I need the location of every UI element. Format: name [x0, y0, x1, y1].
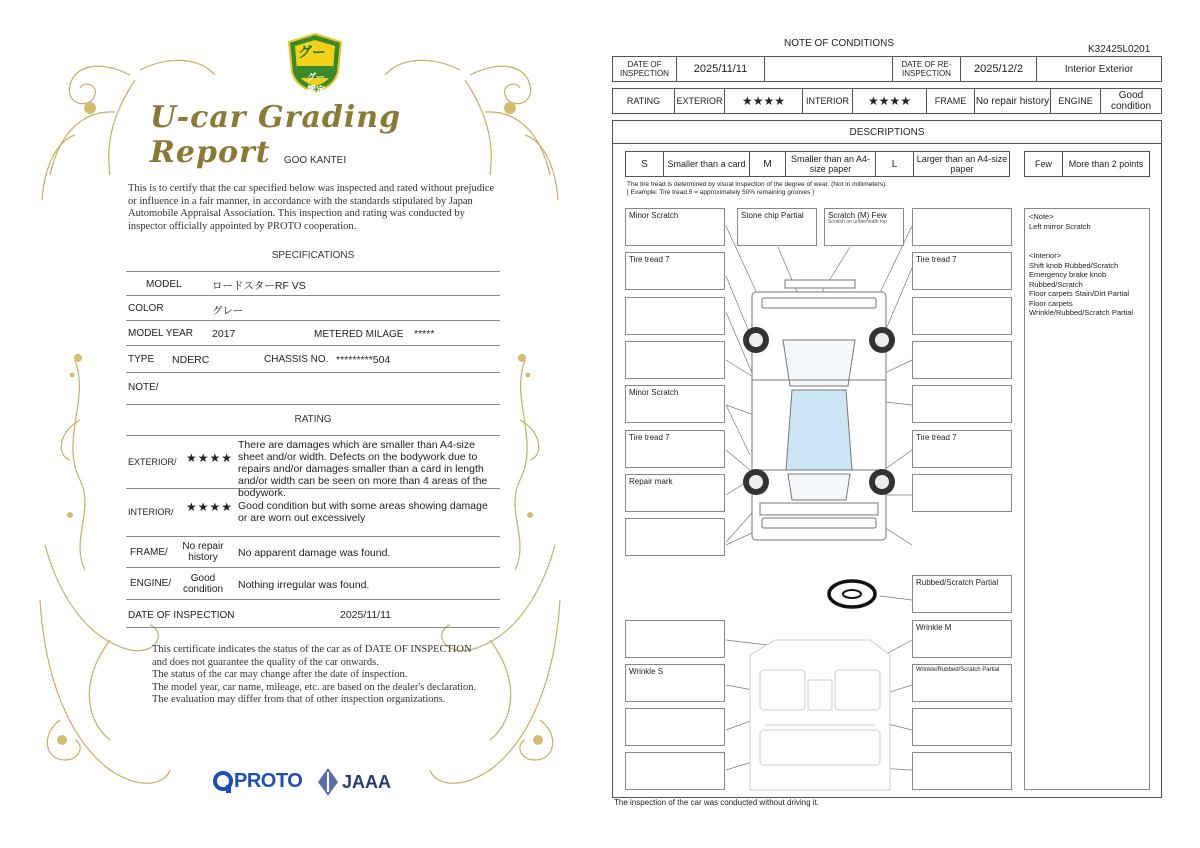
interior-desc: Good condition but with some areas showing damage or are worn out excessively [238, 500, 488, 524]
note-empty [625, 518, 725, 556]
conditions-footer: The inspection of the car was conducted without driving it. [614, 798, 819, 807]
note-empty [912, 341, 1012, 379]
interior-label: INTERIOR/ [128, 507, 174, 517]
year-label: MODEL YEAR [128, 328, 194, 339]
note-minor-scratch-2: Minor Scratch [625, 385, 725, 423]
legend-l: L [876, 152, 914, 176]
proto-logo-icon [212, 770, 234, 794]
color-value: グレー [212, 305, 244, 317]
steering-wheel-icon [829, 581, 875, 607]
frame-label: FRAME/ [130, 547, 168, 558]
document-id: K32425L0201 [1088, 44, 1151, 55]
legend-m-desc: Smaller than an A4-size paper [786, 152, 876, 176]
note-tire-front-left: Tire tread 7 [625, 252, 725, 290]
report-subtitle: GOO KANTEI [283, 155, 347, 166]
exterior-stars: ★★★★ [186, 451, 234, 465]
spec-row-note [126, 373, 500, 405]
disclaimer-line: This certificate indicates the status of the car as of DATE OF INSPECTION and does not guarantee the quality of the car onwards. [152, 644, 472, 668]
engine-label: ENGINE/ [130, 578, 172, 589]
note-steering: Rubbed/Scratch Partial [912, 575, 1012, 613]
side-note-heading: <Note> [1029, 212, 1054, 221]
note-empty [625, 708, 725, 746]
proto-logo: PROTO [234, 770, 303, 792]
note-of-conditions-page [600, 0, 1200, 848]
exterior-label: EXTERIOR/ [128, 457, 177, 467]
descriptions-heading: DESCRIPTIONS [613, 121, 1161, 144]
conditions-title: NOTE OF CONDITIONS [784, 38, 894, 49]
rating-label: RATING [613, 89, 675, 113]
date-of-inspection-label: DATE OF INSPECTION [613, 57, 677, 81]
tire-note-line: The tire tread is determined by visual inspection of the degree of wear. (Not in millimeters). [627, 181, 888, 188]
note-empty [912, 208, 1012, 246]
re-inspection-label: DATE OF RE-INSPECTION [893, 57, 961, 81]
legend-few-desc: More than 2 points [1068, 159, 1144, 169]
engine-value: Good condition [1110, 90, 1152, 112]
spec-row-type [126, 346, 500, 373]
tire-note-line: [ Example: Tire tread 5 = approximately 50% remaining grooves ] [627, 189, 814, 196]
side-interior-line: Floor carpets Stain/Dirt Partial [1029, 289, 1130, 298]
frame-desc: No apparent damage was found. [238, 547, 391, 559]
chassis-label: CHASSIS NO. [264, 354, 329, 365]
engine-desc: Nothing irregular was found. [238, 579, 370, 591]
report-title: U-car Grading Report [150, 100, 402, 170]
spec-row-color [126, 296, 500, 321]
mileage-label: METERED MILAGE [314, 329, 404, 340]
date-label: DATE OF INSPECTION [128, 610, 235, 621]
model-label: MODEL [146, 279, 182, 290]
chassis-value: *********504 [336, 354, 391, 366]
frame-label: FRAME [927, 89, 975, 113]
disclaimer-line: The status of the car may change after the date of inspection. [152, 669, 408, 680]
specifications-heading: SPECIFICATIONS [271, 250, 355, 261]
note-empty [912, 385, 1012, 423]
re-inspection-value: 2025/12/2 [961, 57, 1037, 81]
jaaa-logo-icon [318, 768, 338, 796]
car-body-outline [752, 280, 886, 540]
frame-value: No repair history [975, 89, 1051, 113]
note-scratch-m-text: Scratch (M) Few [828, 211, 887, 220]
note-scratch-m [824, 208, 904, 246]
inspection-scope: Interior Exterior [1064, 63, 1134, 75]
type-value: NDERC [172, 354, 210, 366]
interior-stars: ★★★★ [853, 89, 927, 113]
rating-row-date [126, 600, 500, 628]
note-tire-rear-left: Tire tread 7 [625, 430, 725, 468]
disclaimer [152, 644, 482, 707]
spec-row-model [126, 271, 500, 296]
exterior-stars: ★★★★ [725, 89, 803, 113]
side-interior-line: Shift knob Rubbed/Scratch [1029, 260, 1119, 270]
jaaa-logo: JAAA [342, 772, 392, 792]
color-label: COLOR [128, 303, 164, 314]
legend-m: M [750, 152, 786, 176]
note-empty [912, 297, 1012, 335]
engine-label: ENGINE [1051, 89, 1101, 113]
type-label: TYPE [128, 354, 155, 365]
note-empty [912, 708, 1012, 746]
certificate-text: This is to certify that the car specified below was inspected and rated without prejudice or influence in a fair manner, in accordance with the standards stipulated by Japan Automobile Appraisal Association. This inspection and rating was conducted by inspector officially appointed by PROTO cooperation. [128, 183, 495, 232]
note-label: NOTE/ [128, 382, 159, 393]
exterior-label: EXTERIOR [675, 89, 725, 113]
note-scratch-m-sub: Scratch on underneath top [828, 219, 887, 225]
spec-row-year [126, 321, 500, 346]
legend-s: S [626, 152, 664, 176]
exterior-desc: There are damages which are smaller than A4-size sheet and/or width. Defects on the bodywork due to repairs and/or damages smaller than a card in length and/or width can be seen on more than 4 areas of the bodywork. [238, 439, 488, 499]
interior-stars: ★★★★ [186, 500, 234, 514]
rating-row-frame [126, 537, 500, 568]
note-empty [625, 297, 725, 335]
rating-row-engine [126, 568, 500, 600]
interior-label: INTERIOR [803, 89, 853, 113]
note-wrinkle-s: Wrinkle S [625, 664, 725, 702]
note-tire-rear-right: Tire tread 7 [912, 430, 1012, 468]
note-tire-front-right: Tire tread 7 [912, 252, 1012, 290]
legend-l-desc: Larger than an A4-size paper [916, 154, 1008, 174]
side-interior-line: Emergency brake knob Rubbed/Scratch [1029, 270, 1107, 289]
note-minor-scratch: Minor Scratch [625, 208, 725, 246]
note-empty [625, 620, 725, 658]
note-empty [625, 752, 725, 790]
rating-row-interior [126, 489, 500, 537]
rating-row-exterior [126, 435, 500, 499]
side-interior-heading: <Interior> [1029, 251, 1062, 260]
date-of-inspection-value: 2025/11/11 [677, 57, 765, 81]
side-note-text: Left mirror Scratch [1029, 221, 1091, 231]
disclaimer-line: The evaluation may differ from that of other inspection organizations. [152, 694, 446, 705]
year-value: 2017 [212, 328, 236, 340]
note-empty [912, 752, 1012, 790]
frame-value: No repair history [182, 541, 224, 563]
date-value: 2025/11/11 [340, 609, 391, 621]
car-interior-diagram [750, 640, 890, 790]
disclaimer-line: The model year, car name, mileage, etc. are based on the dealer's declaration. [152, 681, 477, 693]
note-stone-chip: Stone chip Partial [737, 208, 817, 246]
mileage-value: ***** [414, 328, 435, 340]
note-repair-mark: Repair mark [625, 474, 725, 512]
legend-few: Few [1025, 152, 1063, 176]
model-value: ロードスターRF VS [212, 280, 306, 292]
legend-s-desc: Smaller than a card [664, 152, 750, 176]
note-empty [625, 341, 725, 379]
engine-value: Good condition [182, 573, 224, 595]
note-empty [912, 474, 1012, 512]
rating-heading: RATING [294, 414, 332, 425]
side-interior-line: Floor carpets Wrinkle/Rubbed/Scratch Partial [1029, 298, 1134, 317]
note-seat-right: Wrinkle/Rubbed/Scratch Partial [912, 664, 1012, 702]
logo-mark: グー [298, 44, 326, 60]
note-wrinkle-m: Wrinkle M [912, 620, 1012, 658]
logo-text: グー鑑定 [306, 72, 325, 95]
